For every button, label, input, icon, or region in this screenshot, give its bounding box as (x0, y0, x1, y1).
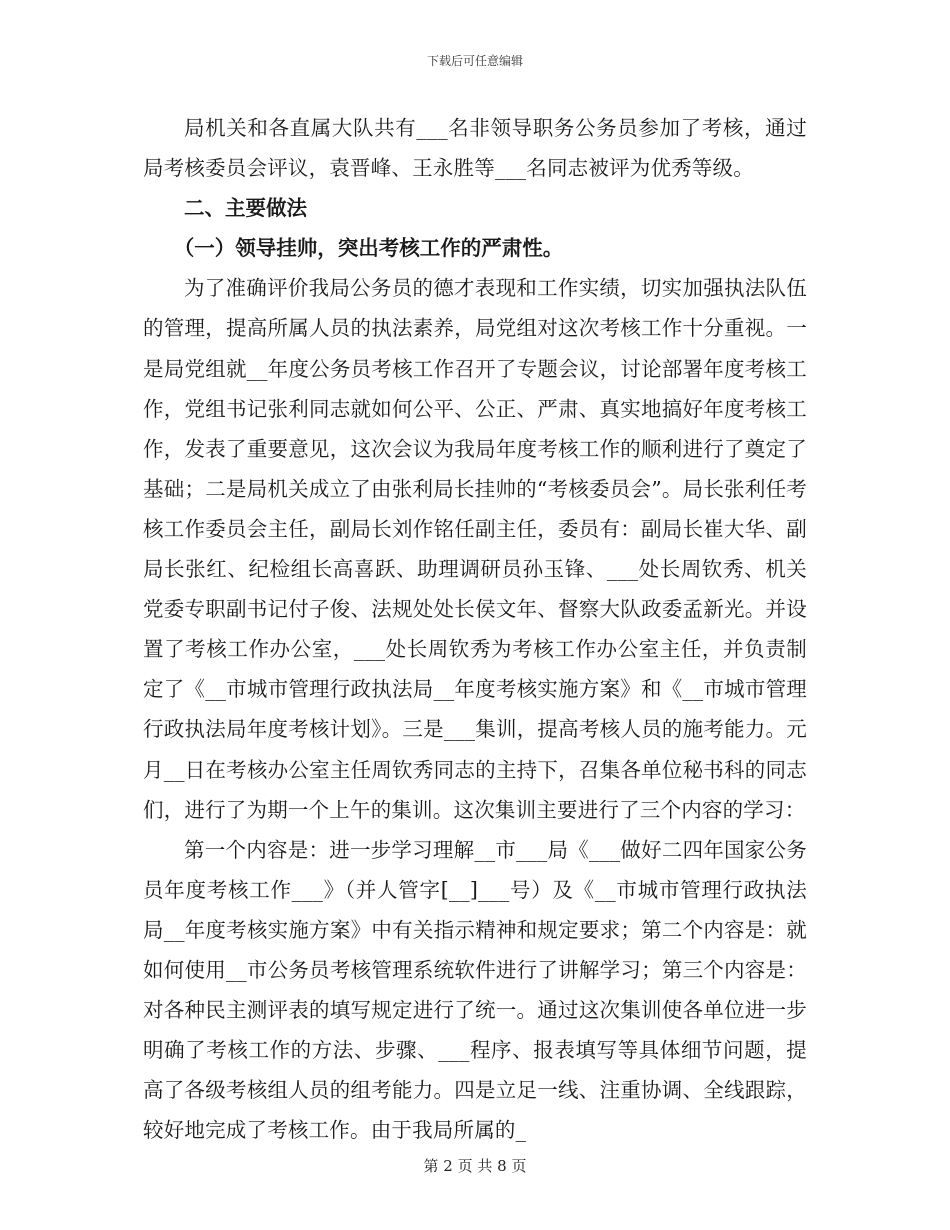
page-header: 下载后可任意编辑 (426, 54, 523, 68)
page-number: 第 2 页 共 8 页 (423, 1157, 527, 1175)
paragraph-leadership-details: 为了准确评价我局公务员的德才表现和工作实绩，切实加强执法队伍的管理，提高所属人员的执法素养，局党组对这次考核工作十分重视。一是局党组就__年度公务员考核工作召开了专题会议，讨论部署年度考核工作，党组书记张利同志就如何公平、公正、严肃、真实地搞好年度考核工作，发表了重要意见，这次会议为我局年度考核工作的顺利进行了奠定了基础；二是局机关成立了由张利局长挂帅的“考核委员会”。局长张利任考核工作委员会主任，副局长刘作铭任副主任，委员有：副局长崔大华、副局长张红、纪检组长高喜跃、助理调研员孙玉锋、___处长周钦秀、机关党委专职副书记付子俊、法规处处长侯文年、督察大队政委孟新光。并设置了考核工作办公室，___处长周钦秀为考核工作办公室主任，并负责制定了《__市城市管理行政执法局__年度考核实施方案》和《__市城市管理行政执法局年度考核计划》。三是___集训，提高考核人员的施考能力。元月__日在考核办公室主任周钦秀同志的主持下，召集各单位秘书科的同志们，进行了为期一个上午的集训。这次集训主要进行了三个内容的学习： (143, 276, 807, 822)
paragraph-assessment-count: 局机关和各直属大队共有___名非领导职务公务员参加了考核，通过局考核委员会评议，袁晋峰、王永胜等___名同志被评为优秀等级。 (143, 116, 807, 181)
subsection-heading-leadership: （一）领导挂帅，突出考核工作的严肃性。 (173, 236, 564, 261)
section-heading-main-practices: 二、主要做法 (184, 196, 307, 221)
paragraph-training-content: 第一个内容是：进一步学习理解__市___局《___做好二四年国家公务员年度考核工作___》（并人管字[__]___号）及《__市城市管理行政执法局__年度考核实施方案》中有关指示精神和规定要求；第二个内容是：就如何使用__市公务员考核管理系统软件进行了讲解学习；第三个内容是：对各种民主测评表的填写规定进行了统一。通过这次集训使各单位进一步明确了考核工作的方法、步骤、___程序、报表填写等具体细节问题，提高了各级考核组人员的组考能力。四是立足一线、注重协调、全线跟踪，较好地完成了考核工作。由于我局所属的_ (143, 837, 807, 1143)
document-body (143, 108, 807, 1150)
